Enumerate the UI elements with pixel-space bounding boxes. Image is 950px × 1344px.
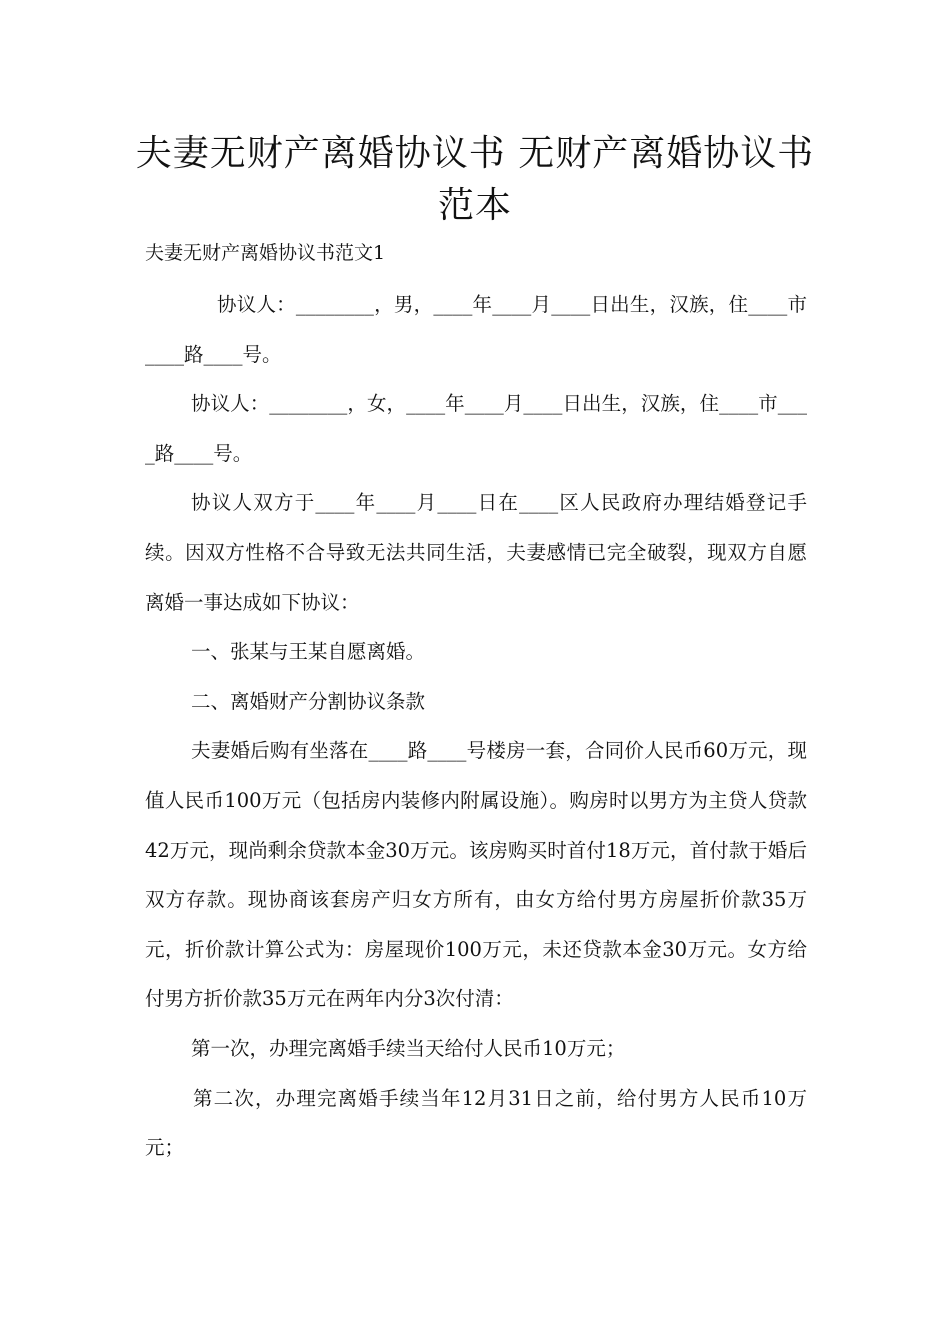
paragraph-payment-first: 第一次，办理完离婚手续当天给付人民币10万元；	[191, 1036, 626, 1060]
paragraph-party-male: 协议人：________，男，____年____月____日出生，汉族，住____市____路____号。	[145, 293, 807, 366]
paragraph-clause-one: 一、张某与王某自愿离婚。	[191, 640, 426, 664]
paragraph-clause-two-heading: 二、离婚财产分割协议条款	[191, 689, 426, 713]
paragraph-property-division: 夫妻婚后购有坐落在____路____号楼房一套，合同价人民币60万元，现值人民币100万元（包括房内装修内附属设施）。购房时以男方为主贷人贷款42万元，现尚剩余贷款本金30万元。该房购买时首付18万元，首付款于婚后双方存款。现协商该套房产归女方所有，由女方给付男方房屋折价款35万元，折价款计算公式为：房屋现价100万元，未还贷款本金30万元。女方给付男方折价款35万元在两年内分3次付清：	[145, 739, 807, 1011]
document-subtitle: 夫妻无财产离婚协议书范文1	[145, 242, 386, 264]
document-body	[145, 280, 807, 1173]
paragraph-payment-second: 第二次，办理完离婚手续当年12月31日之前，给付男方人民币10万元；	[145, 1086, 807, 1160]
paragraph-marriage-registration: 协议人双方于____年____月____日在____区人民政府办理结婚登记手续。因双方性格不合导致无法共同生活，夫妻感情已完全破裂，现双方自愿离婚一事达成如下协议：	[145, 491, 807, 614]
paragraph-party-female: 协议人：________，女，____年____月____日出生，汉族，住____市____路____号。	[145, 392, 807, 465]
document-title: 夫妻无财产离婚协议书 无财产离婚协议书范本	[135, 133, 815, 226]
